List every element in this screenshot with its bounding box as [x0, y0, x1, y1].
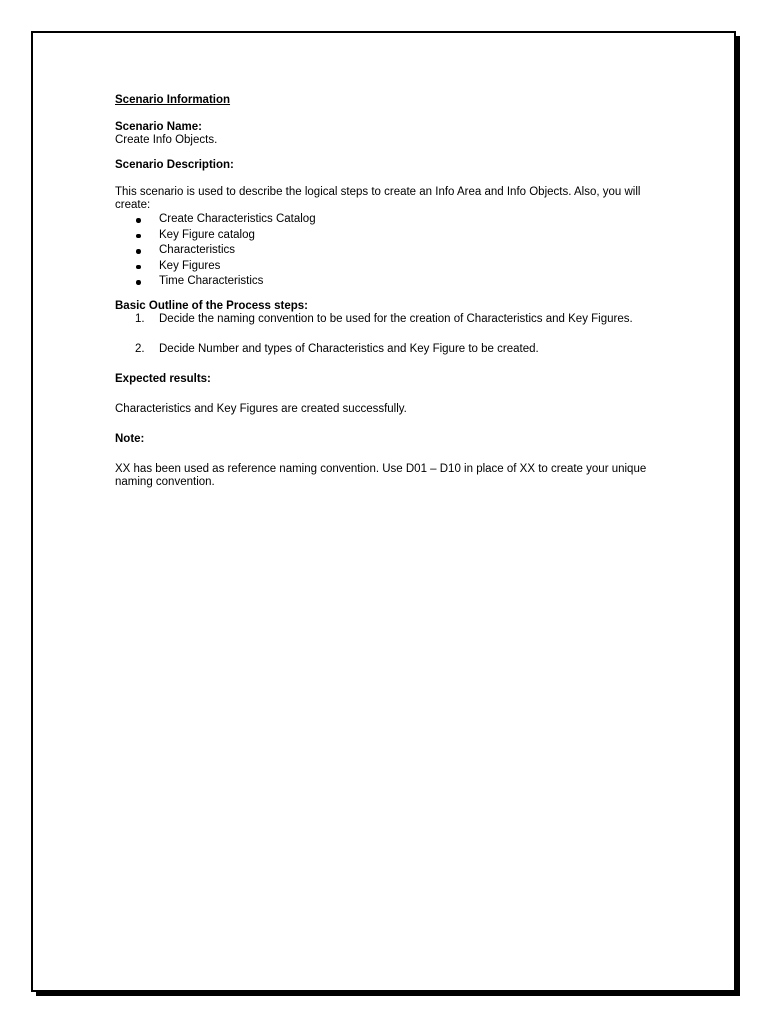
- bullet-icon: [136, 280, 141, 285]
- expected-results-heading: Expected results:: [115, 372, 211, 385]
- document-page: [31, 31, 736, 992]
- note-text: XX has been used as reference naming convention. Use D01 – D10 in place of XX to create your unique naming convention.: [115, 462, 647, 488]
- note-heading: Note:: [115, 432, 145, 445]
- step-text: Decide Number and types of Characteristics and Key Figure to be created.: [159, 342, 539, 355]
- document-title: Scenario Information: [115, 94, 231, 106]
- step-item: [115, 343, 675, 356]
- scenario-name-heading: Scenario Name:: [115, 121, 202, 133]
- list-item: [115, 228, 675, 244]
- list-item: [115, 274, 675, 290]
- scenario-description-text: This scenario is used to describe the logical steps to create an Info Area and Info Objects. Also, you will create:: [115, 186, 641, 211]
- list-item-text: Create Characteristics Catalog: [159, 213, 316, 225]
- step-number: 1.: [135, 312, 145, 325]
- step-item: [115, 313, 675, 326]
- step-number: 2.: [135, 342, 145, 355]
- bullet-icon: [136, 234, 141, 239]
- list-item-text: Characteristics: [159, 244, 236, 257]
- list-item: [115, 212, 675, 228]
- scenario-name-value: Create Info Objects.: [115, 134, 218, 146]
- expected-results-text: Characteristics and Key Figures are created successfully.: [115, 402, 407, 415]
- bullet-icon: [136, 249, 141, 254]
- list-item: [115, 259, 675, 275]
- list-item-text: Key Figures: [159, 259, 221, 272]
- bullet-icon: [136, 265, 141, 270]
- list-item-text: Time Characteristics: [159, 275, 264, 288]
- document-content: [115, 94, 675, 489]
- steps-list: [115, 313, 675, 356]
- step-text: Decide the naming convention to be used for the creation of Characteristics and Key Figures.: [159, 312, 633, 325]
- list-item-text: Key Figure catalog: [159, 228, 255, 241]
- bullet-list: [115, 212, 675, 290]
- list-item: [115, 243, 675, 259]
- bullet-icon: [136, 218, 141, 223]
- scenario-description-heading: Scenario Description:: [115, 159, 234, 171]
- outline-heading: Basic Outline of the Process steps:: [115, 299, 309, 312]
